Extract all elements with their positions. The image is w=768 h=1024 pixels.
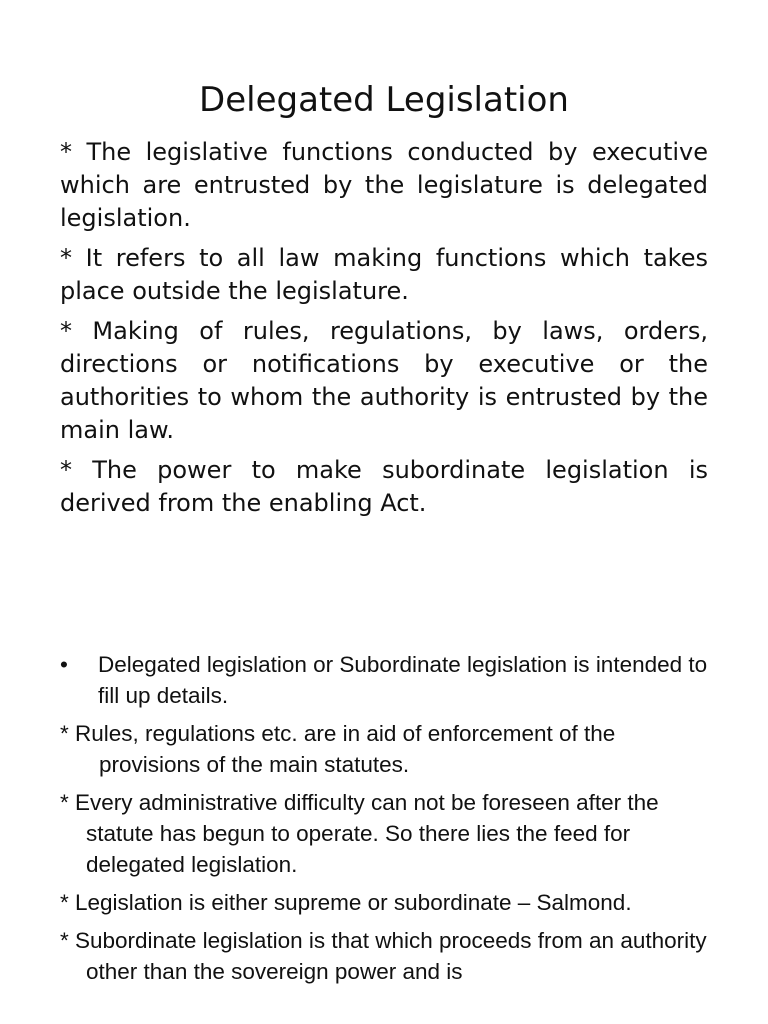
paragraph: * Making of rules, regulations, by laws, orders, directions or notifications by executive or the authorities to whom the authority is entrusted by the main law.: [60, 317, 708, 444]
list-item: * Subordinate legislation is that which proceeds from an authority other than the sovereign power and is: [60, 928, 707, 984]
paragraph: * It refers to all law making functions which takes place outside the legislature.: [60, 244, 708, 305]
list-item: * Rules, regulations etc. are in aid of enforcement of the provisions of the main statutes.: [60, 721, 616, 777]
slide-one-body: [60, 136, 708, 527]
list-item: * Legislation is either supreme or subordinate – Salmond.: [60, 890, 632, 915]
bullet-item: [60, 649, 720, 711]
bullet-text: Delegated legislation or Subordinate legislation is intended to fill up details.: [98, 652, 708, 708]
list-item: * Every administrative difficulty can not be foreseen after the statute has begun to operate. So there lies the feed for delegated legislation.: [60, 790, 659, 877]
paragraph: * The legislative functions conducted by executive which are entrusted by the legislature is delegated legislation.: [60, 138, 708, 232]
slide-title: Delegated Legislation: [199, 80, 569, 120]
slide-two: [0, 560, 768, 1024]
bullet-mark: •: [60, 652, 68, 677]
paragraph: * The power to make subordinate legislation is derived from the enabling Act.: [60, 456, 708, 517]
slide-two-body: [60, 649, 720, 994]
